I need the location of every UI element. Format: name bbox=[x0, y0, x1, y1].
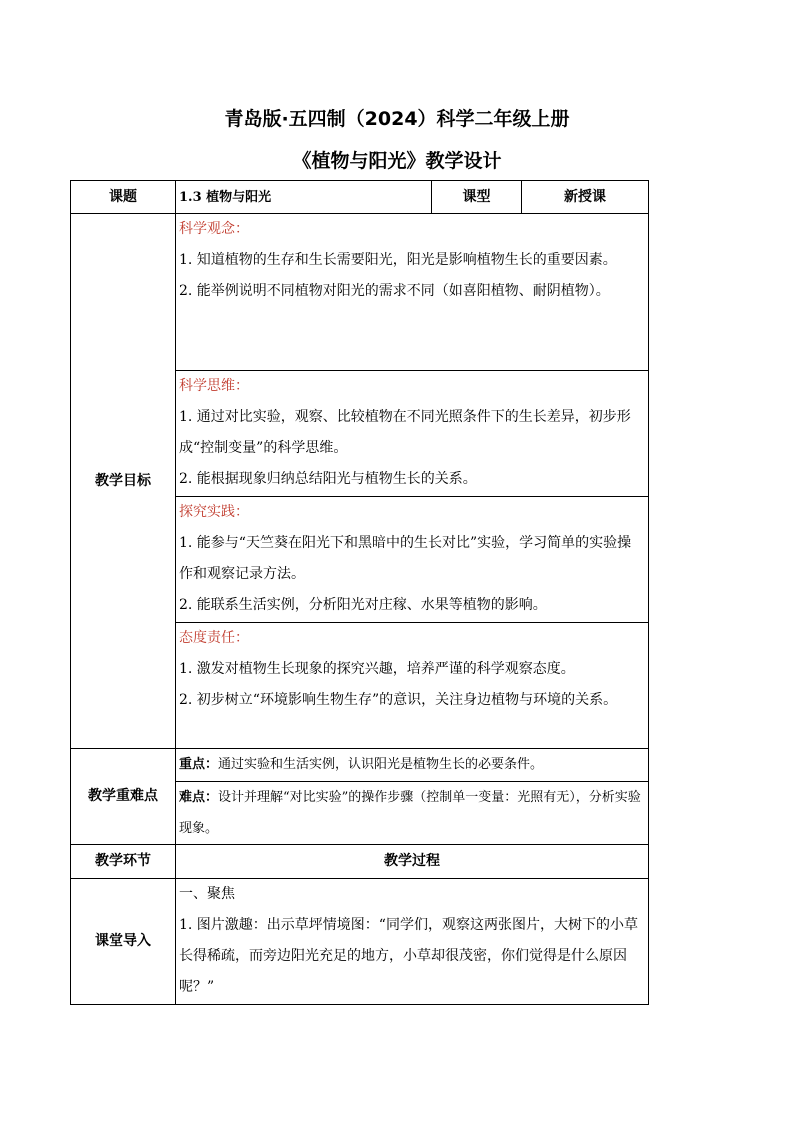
goal-item: 1. 知道植物的生存和生长需要阳光，阳光是影响植物生长的重要因素。 bbox=[179, 252, 617, 268]
lesson-type-value: 新授课 bbox=[522, 181, 649, 214]
key-label: 重点： bbox=[179, 757, 219, 772]
goal-section-thinking bbox=[176, 371, 649, 497]
topic-value: 1.3 植物与阳光 bbox=[176, 181, 432, 214]
goal-item: 2. 能举例说明不同植物对阳光的需求不同（如喜阳植物、耐阴植物）。 bbox=[179, 283, 610, 299]
section-heading: 态度责任： bbox=[179, 630, 249, 646]
label-keypoints: 教学重难点 bbox=[71, 749, 176, 845]
goal-item: 2. 初步树立“环境影响生物生存”的意识，关注身边植物与环境的关系。 bbox=[179, 692, 618, 708]
lesson-plan-table bbox=[70, 180, 649, 1005]
difficult-text: 设计并理解“对比实验”的操作步骤（控制单一变量：光照有无），分析实验现象。 bbox=[179, 790, 641, 836]
goal-item: 1. 能参与“天竺葵在阳光下和黑暗中的生长对比”实验，学习简单的实验操作和观察记录方法。 bbox=[179, 535, 632, 582]
key-point bbox=[176, 749, 649, 782]
goal-item: 2. 能联系生活实例，分析阳光对庄稼、水果等植物的影响。 bbox=[179, 597, 547, 613]
label-process-step: 教学环节 bbox=[71, 845, 176, 879]
process-title: 教学过程 bbox=[176, 845, 649, 879]
section-heading: 科学观念： bbox=[179, 221, 249, 237]
label-lesson-type: 课型 bbox=[432, 181, 522, 214]
goal-item: 2. 能根据现象归纳总结阳光与植物生长的关系。 bbox=[179, 471, 477, 487]
goal-section-concept bbox=[176, 214, 649, 371]
doc-subtitle: 《植物与阳光》教学设计 bbox=[292, 150, 502, 172]
intro-line: 1. 图片激趣：出示草坪情境图：“同学们，观察这两张图片，大树下的小草长得稀疏，而旁边阳光充足的地方，小草却很茂密，你们觉得是什么原因呢？” bbox=[179, 917, 638, 995]
label-goals: 教学目标 bbox=[71, 214, 176, 749]
key-text: 通过实验和生活实例，认识阳光是植物生长的必要条件。 bbox=[218, 757, 544, 772]
label-intro: 课堂导入 bbox=[71, 879, 176, 1005]
goal-item: 1. 激发对植物生长现象的探究兴趣，培养严谨的科学观察态度。 bbox=[179, 661, 575, 677]
intro-line: 一、聚焦 bbox=[179, 886, 235, 902]
goal-section-attitude bbox=[176, 623, 649, 749]
goal-item: 1. 通过对比实验，观察、比较植物在不同光照条件下的生长差异，初步形成“控制变量”的科学思维。 bbox=[179, 409, 631, 456]
doc-title: 青岛版·五四制（2024）科学二年级上册 bbox=[224, 108, 570, 130]
goal-section-practice bbox=[176, 497, 649, 623]
label-topic: 课题 bbox=[71, 181, 176, 214]
section-heading: 科学思维： bbox=[179, 378, 249, 394]
difficult-label: 难点： bbox=[179, 790, 219, 805]
section-heading: 探究实践： bbox=[179, 504, 249, 520]
intro-content bbox=[176, 879, 649, 1005]
difficult-point bbox=[176, 782, 649, 845]
